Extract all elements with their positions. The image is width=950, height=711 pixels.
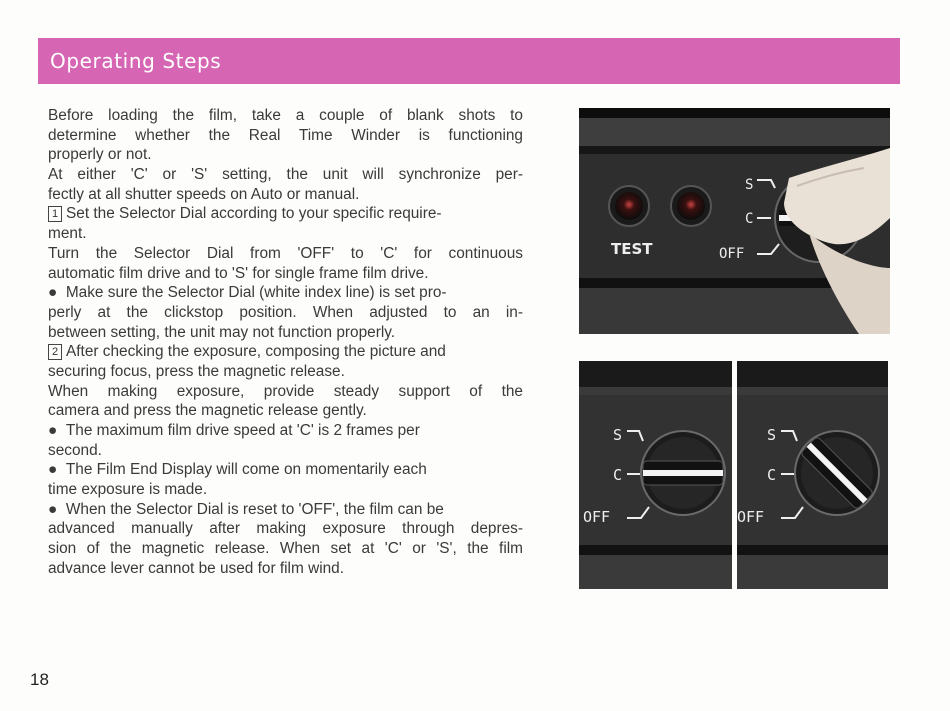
text-line: securing focus, press the magnetic release.: [48, 362, 345, 380]
text-line: Make sure the Selector Dial (white index line) is set pro-: [65, 284, 447, 302]
text-line: advanced manually after making exposure through depres-: [48, 520, 523, 538]
bullet-line: [48, 460, 523, 480]
bullet-line: [48, 421, 523, 441]
dial-label-off: OFF: [583, 508, 611, 526]
text-line: perly at the clickstop position. When adjusted to an in-: [48, 303, 523, 321]
text-line: camera and press the magnetic release gently.: [48, 402, 367, 420]
bullet-icon: ●: [48, 422, 58, 439]
dial-label-s: S: [767, 426, 777, 444]
photo-selector-dial-with-finger: [579, 108, 890, 334]
step-2-line: [48, 342, 523, 362]
step-1-line: [48, 204, 523, 224]
text-line: between setting, the unit may not function properly.: [48, 323, 396, 341]
text-line: advance lever cannot be used for film wind.: [48, 559, 345, 577]
section-title: Operating Steps: [50, 49, 222, 73]
text-line: fectly at all shutter speeds on Auto or manual.: [48, 185, 360, 203]
dial-label-c: C: [767, 466, 777, 484]
text-line: ment.: [48, 225, 87, 243]
bullet-icon: ●: [48, 284, 58, 302]
dial-label-c: C: [745, 211, 754, 227]
photo-dial-position-c: [579, 361, 732, 589]
text-line: determine whether the Real Time Winder is functioning: [48, 126, 523, 144]
text-line: time exposure is made.: [48, 481, 208, 499]
text-line: sion of the magnetic release. When set at 'C' or 'S', the film: [48, 540, 523, 558]
text-line: properly or not.: [48, 146, 152, 164]
instruction-text: [48, 106, 523, 579]
step-2-marker: 2: [48, 344, 62, 360]
step-1-marker: 1: [48, 206, 62, 222]
dial-label-off: OFF: [719, 246, 745, 262]
text-line: automatic film drive and to 'S' for single frame film drive.: [48, 264, 429, 282]
bullet-icon: ●: [48, 500, 58, 518]
text-line: At either 'C' or 'S' setting, the unit will synchronize per-: [48, 166, 523, 184]
dial-label-s: S: [613, 426, 623, 444]
dial-label-off: OFF: [737, 508, 765, 526]
bullet-line: [48, 500, 523, 520]
section-header-band: [38, 38, 900, 84]
dial-label-s: S: [745, 177, 754, 193]
text-line: After checking the exposure, composing the picture and: [66, 343, 446, 361]
photo-dial-position-s: [737, 361, 888, 589]
text-line: Turn the Selector Dial from 'OFF' to 'C' for continuous: [48, 244, 523, 262]
bullet-line: [48, 283, 523, 303]
text-line: The maximum film drive speed at 'C' is 2 frames per: [65, 422, 420, 439]
page-number: 18: [30, 670, 49, 689]
dial-label-c: C: [613, 466, 623, 484]
text-line: When making exposure, provide steady support of the: [48, 382, 523, 400]
text-line: Before loading the film, take a couple of blank shots to: [48, 107, 523, 124]
test-label: TEST: [611, 240, 653, 258]
text-line: Set the Selector Dial according to your specific require-: [66, 205, 442, 223]
text-line: When the Selector Dial is reset to 'OFF', the film can be: [65, 500, 444, 518]
text-line: second.: [48, 441, 102, 459]
text-line: The Film End Display will come on momentarily each: [65, 461, 427, 479]
bullet-icon: ●: [48, 461, 58, 479]
